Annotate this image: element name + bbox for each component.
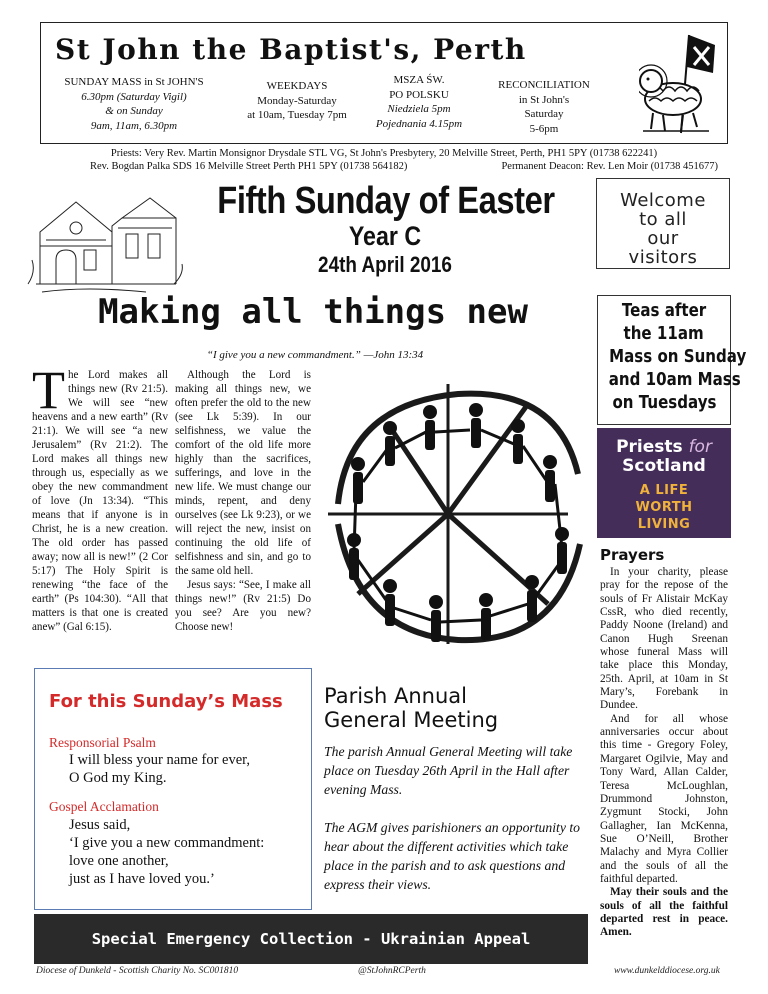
mass-readings-box [34,668,312,910]
pfs-tagline: LIVING [637,517,691,532]
website-footer: www.dunkelddiocese.org.uk [614,966,720,976]
reconciliation-heading: RECONCILIATION [498,79,590,91]
teas-line: Mass on Sunday [609,347,747,367]
weekdays-heading: WEEKDAYS [266,80,328,92]
teas-line: Teas after [621,301,707,321]
sunday-mass-line: 6.30pm (Saturday Vigil) [81,90,187,103]
psalm-label: Responsorial Psalm [49,735,156,750]
charity-footer: Diocese of Dunkeld - Scottish Charity No. SC001810 [36,966,239,976]
lamb-of-god-icon [639,29,717,141]
welcome-line: visitors [628,247,698,268]
sunday-mass-heading: SUNDAY MASS in St JOHN'S [64,76,204,88]
weekdays-line: Monday-Saturday [257,94,337,107]
teas-line: the 11am [623,324,705,344]
article-headline: Making all things new [98,292,528,332]
mass-heading: For this Sunday’s Mass [49,691,283,712]
pfs-word: Priests [616,437,683,457]
welcome-line: Welcome [620,190,706,211]
welcome-box [596,178,730,269]
drop-cap: T [32,360,65,420]
article-column-2 [175,368,311,634]
welcome-line: our [647,228,679,249]
prayers-paragraph: And for all whose anniversaries occur about this time - Gregory Foley, Margaret Ogilvie, May and Tony Ward, Allan Calder, Teresa McLoughlan, Drummond Johnston, Zygmunt Stocki, John Gallagher, Ian McKenna, Sue O’Neill, Brother Malachy and Myra Collier and the souls of all the faithful departed. [600,712,728,885]
liturgical-year: Year C [348,221,422,251]
pfs-word: for [688,437,712,457]
teas-line: and 10am Mass [608,370,741,390]
gospel-line: just as I have loved you.’ [69,871,215,887]
prayers-text [600,566,728,940]
parish-title: St John the Baptist's, Perth [55,33,527,66]
masthead [40,22,728,144]
agm-paragraph: The AGM gives parishioners an opportunity to hear about the different activities which take place in the parish and to ask questions and express their views. [324,820,580,892]
article-text: he Lord makes all things new (Rv 21:5). We will see “new heavens and a new earth” (Rv 21:1). We will see “a new Jerusalem” (Rv 21:2). The Lord makes all things new through us, especially as we obey the new commandment of love (Jn 13:34). “This means that if anyone is in Christ, he is a new creation. The old order has passed away; now all is new!” (2 Cor 5:17) The Holy Spirit is renewing “the face of the earth” (Ps 104:30). “All that matters is that one is created anew” (Gal 6:15). [32,369,168,633]
agm-heading [324,684,498,732]
sunday-title: Fifth Sunday of Easter [217,180,555,222]
teas-line: on Tuesdays [611,393,717,413]
polish-mass-times [359,73,479,131]
pfs-word: Scotland [622,456,706,476]
clergy-line: Rev. Bogdan Palka SDS 16 Melville Street Perth PH1 5PY (01738 564182) [90,161,408,172]
sunday-mass-times [59,75,209,133]
twitter-footer: @StJohnRCPerth [358,966,426,976]
prayers-paragraph: In your charity, please pray for the repose of the souls of Fr Alistair McKay CssR, who died recently, Paddy Noone (Ireland) and Canon Hugh Sreenan whose funeral Mass will take place this Monday, 25th. April, at 10am in St Mary’s, Forebank in Dundee. [600,566,728,712]
priests-for-scotland-banner [597,428,731,538]
article-quote: “I give you a new commandment.” —John 13:34 [206,349,424,361]
circle-of-people-artwork [318,364,588,656]
article-paragraph: Jesus says: “See, I make all things new!” (Rv 21:5) Do you see? Are you new? Choose new! [175,579,311,633]
agm-paragraph: The parish Annual General Meeting will take place on Tuesday 26th April in the Hall after evening Mass. [324,744,573,797]
psalm-line: O God my King. [69,770,167,786]
teas-notice [597,295,747,425]
reconciliation-line: Saturday [524,108,564,120]
gospel-line: ‘I give you a new commandment: [69,835,265,851]
church-sketch-icon [26,180,186,298]
prayers-closing: May their souls and the souls of all the faithful departed rest in peace. Amen. [600,886,728,939]
prayers-heading: Prayers [600,546,665,564]
article-paragraph: Although the Lord is making all things new, we often prefer the old to the new (see Lk 5:39). In our selfishness, we value the comfort of the old life more highly than the sacrifices, sufferings, and love in the new life. We must change our minds, repent, and deny ourselves (see Lk 9:23), or we will reject the new, insist on continuing the old life of selfishness and sin, and go to the same old hell. [175,369,311,577]
gospel-line: Jesus said, [69,817,131,833]
reconciliation-line: in St John's [518,93,570,106]
polish-heading: MSZA ŚW. [393,74,445,86]
clergy-line: Priests: Very Rev. Martin Monsignor Drysdale STL VG, St John's Presbytery, 20 Melville Street, Perth, PH1 5PY (01738 622241) [110,148,658,159]
weekdays-line: at 10am, Tuesday 7pm [247,109,347,121]
sunday-mass-line: 9am, 11am, 6.30pm [90,119,178,132]
sunday-mass-line: & on Sunday [105,105,163,117]
agm-heading-line: Parish Annual [324,684,467,708]
deacon-line: Permanent Deacon: Rev. Len Moir (01738 451677) [501,161,718,172]
appeal-banner: Special Emergency Collection - Ukrainian Appeal [34,914,588,964]
pfs-tagline: A LIFE [639,483,689,498]
polish-heading: PO POLSKU [389,88,449,101]
weekday-mass-times [227,79,367,123]
polish-line: Niedziela 5pm [387,103,451,115]
liturgy-title-block [190,182,580,276]
article-column-1 [32,360,168,634]
reconciliation-times [485,78,603,136]
polish-line: Pojednania 4.15pm [375,117,463,130]
reconciliation-line: 5-6pm [529,122,559,135]
pfs-tagline: WORTH [635,500,693,515]
bulletin-date: 24th April 2016 [318,252,452,277]
psalm-line: I will bless your name for ever, [69,752,251,768]
agm-heading-line: General Meeting [324,708,499,732]
clergy-info [40,147,728,173]
gospel-line: love one another, [69,853,169,869]
gospel-label: Gospel Acclamation [49,799,159,814]
welcome-line: to all [639,209,687,230]
